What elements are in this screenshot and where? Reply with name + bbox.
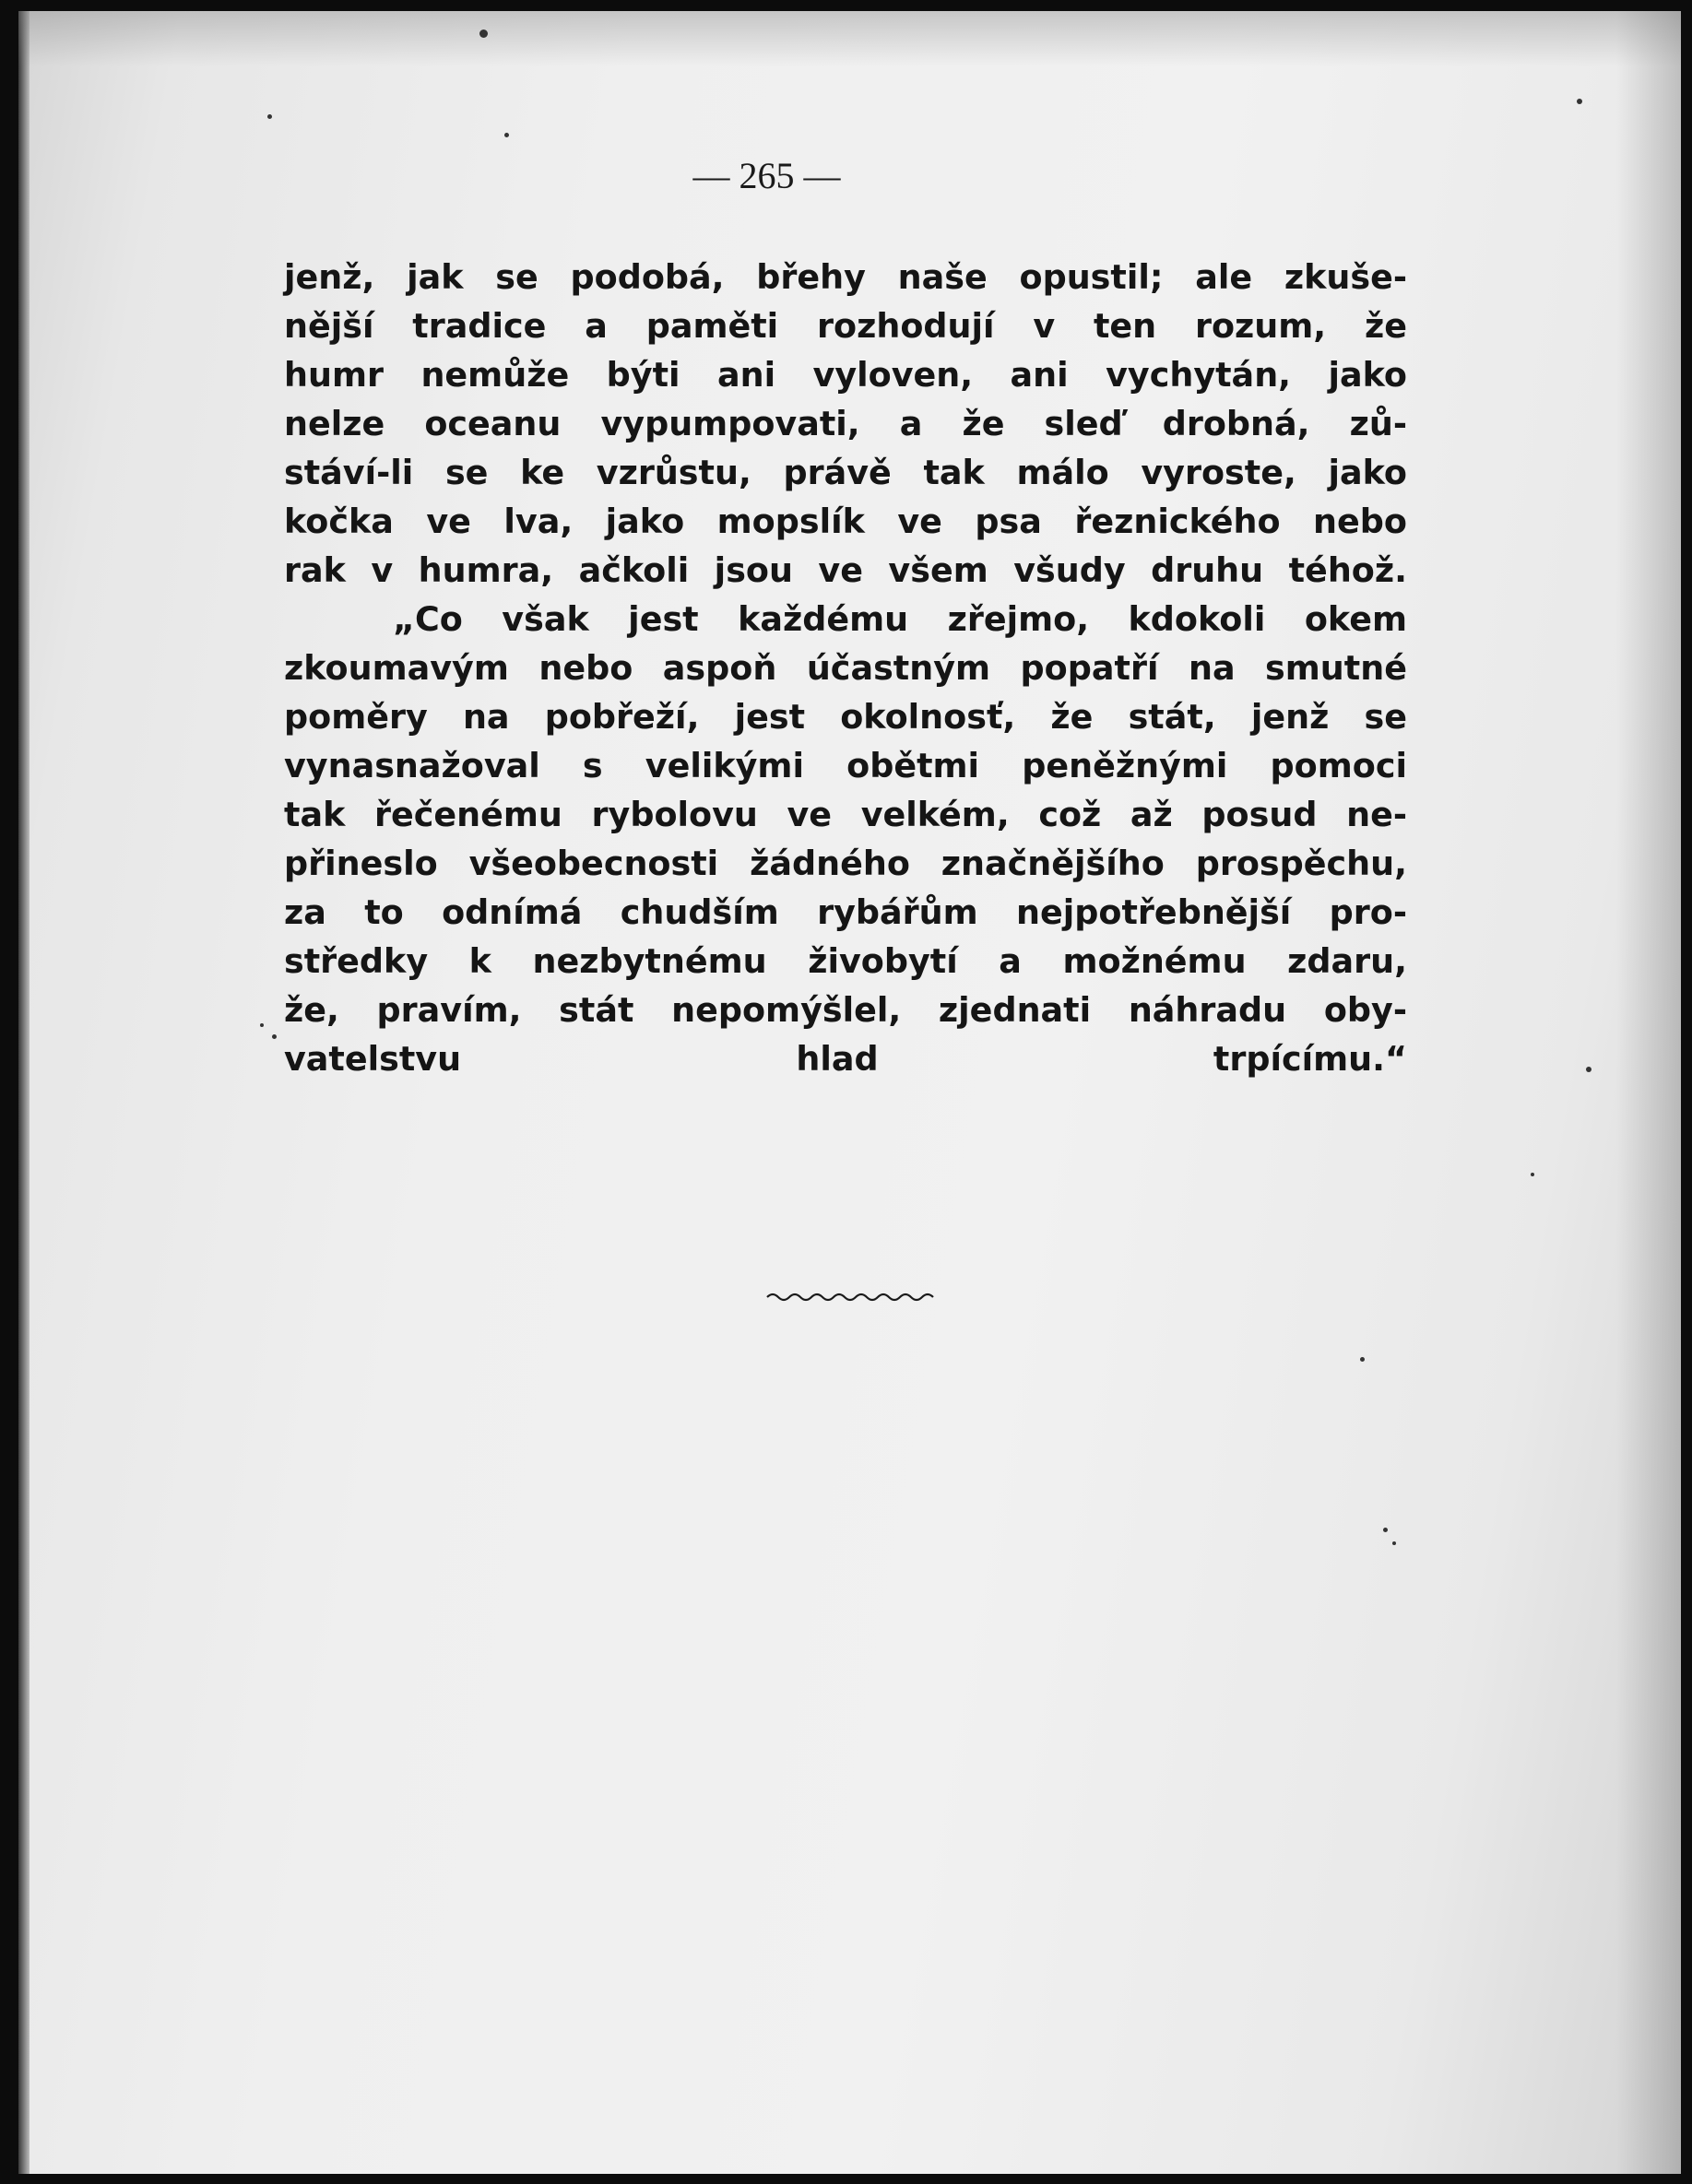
- scan-speck: [1392, 1541, 1396, 1545]
- scan-speck: [1531, 1173, 1534, 1176]
- text-line: nelze oceanu vypumpovati, a že sleď drobná, zů-: [284, 404, 1407, 443]
- text-line: [284, 1083, 1407, 1132]
- scan-speck: [504, 133, 509, 137]
- text-line: rak v humra, ačkoli jsou ve všem všudy druhu téhož.: [284, 550, 1407, 590]
- text-line: poměry na pobřeží, jest okolnosť, že stát, jenž se: [284, 697, 1407, 737]
- scan-speck: [260, 1023, 264, 1027]
- scan-speck: [1360, 1357, 1365, 1362]
- text-line: tak řečenému rybolovu ve velkém, což až posud ne-: [284, 795, 1407, 834]
- scan-speck: [1577, 99, 1582, 104]
- scan-speck: [1586, 1067, 1591, 1072]
- wavy-divider-ornament: [765, 1288, 941, 1306]
- body-text: [284, 253, 1407, 1132]
- scan-speck: [479, 30, 488, 38]
- scan-speck: [1383, 1528, 1388, 1532]
- text-line: zkoumavým nebo aspoň účastným popatří na smutné: [284, 648, 1407, 688]
- text-line: vatelstvu hlad trpícímu.“: [284, 1039, 1407, 1079]
- scan-speck: [272, 1034, 277, 1039]
- text-line: nější tradice a paměti rozhodují v ten rozum, že: [284, 306, 1407, 346]
- right-shadow: [1616, 11, 1681, 2174]
- text-line: stáví-li se ke vzrůstu, právě tak málo vyroste, jako: [284, 453, 1407, 492]
- text-line: jenž, jak se podobá, břehy naše opustil; ale zkuše-: [284, 257, 1407, 297]
- scanned-page: [18, 11, 1681, 2174]
- text-line: vynasnažoval s velikými obětmi peněžnými pomoci: [284, 746, 1407, 785]
- binding-shadow: [18, 11, 30, 2174]
- top-shadow: [18, 11, 1681, 66]
- text-line: že, pravím, stát nepomýšlel, zjednati náhradu oby-: [284, 990, 1407, 1030]
- text-line: přineslo všeobecnosti žádného značnějšího prospěchu,: [284, 844, 1407, 883]
- text-line: středky k nezbytnému živobytí a možnému zdaru,: [284, 941, 1407, 981]
- text-line: „Co však jest každému zřejmo, kdokoli okem: [393, 599, 1407, 639]
- text-line: humr nemůže býti ani vyloven, ani vychytán, jako: [284, 355, 1407, 395]
- page-number: — 265 —: [692, 155, 841, 196]
- scan-speck: [267, 114, 272, 119]
- text-line: za to odnímá chudším rybářům nejpotřebnější pro-: [284, 892, 1407, 932]
- text-line: kočka ve lva, jako mopslík ve psa řeznického nebo: [284, 502, 1407, 541]
